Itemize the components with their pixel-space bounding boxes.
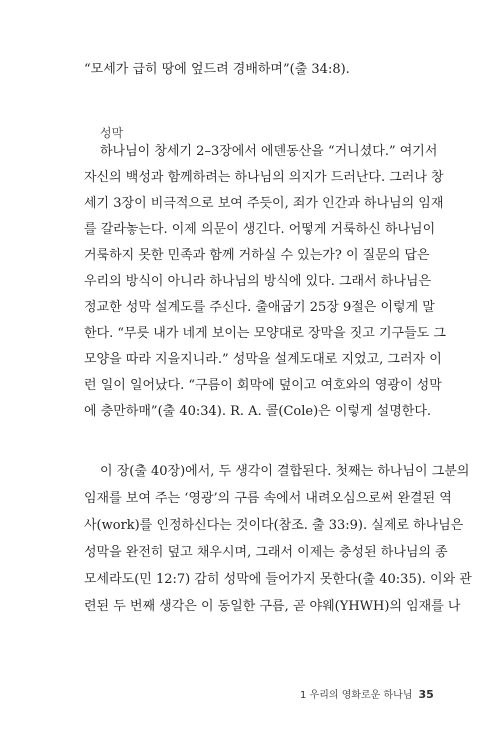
para1-line: 를 갈라놓는다. 이제 의문이 생긴다. 어떻게 거룩하신 하나님이	[84, 222, 436, 237]
page-number: 35	[418, 688, 434, 701]
section-heading: 성막	[100, 126, 124, 140]
quote-line: “모세가 급히 땅에 엎드려 경배하며”(출 34:8).	[84, 62, 350, 77]
para1-line: 런 일이 일어났다. “구름이 회막에 덮이고 여호와의 영광이 성막	[84, 378, 442, 393]
quote-paragraph-line: 사(work)를 인정하신다는 것이다(참조. 출 33:9). 실제로 하나님은	[84, 518, 464, 533]
para1-line: 정교한 성막 설계도를 주신다. 출애굽기 25장 9절은 이렇게 말	[84, 300, 435, 315]
quote-paragraph-line: 임재를 보여 주는 ‘영광’의 구름 속에서 내려오심으로써 완결된 역	[84, 491, 452, 506]
page-footer	[300, 686, 434, 701]
running-title: 1 우리의 영화로운 하나님	[300, 690, 413, 701]
quote-paragraph-line: 모세라도(민 12:7) 감히 성막에 들어가지 못한다(출 40:35). 이와 관	[84, 572, 472, 587]
para1-line: 에 충만하매”(출 40:34). R. A. 콜(Cole)은 이렇게 설명한다.	[84, 404, 432, 419]
quote-paragraph-line: 성막을 완전히 덮고 채우시며, 그래서 이제는 충성된 하나님의 종	[84, 545, 448, 560]
para1-line: 자신의 백성과 함께하려는 하나님의 의지가 드러난다. 그러나 창	[84, 170, 444, 185]
para1-line: 거룩하지 못한 민족과 함께 거하실 수 있는가? 이 질문의 답은	[84, 248, 430, 263]
para1-line: 모양을 따라 지을지니라.” 성막을 설계도대로 지었고, 그러자 이	[84, 352, 442, 367]
para1-line: 세기 3장이 비극적으로 보여 주듯이, 죄가 인간과 하나님의 임재	[84, 196, 444, 211]
para1-line: 하나님이 창세기 2–3장에서 에덴동산을 “거니셨다.” 여기서	[100, 144, 438, 159]
para1-line: 한다. “무릇 내가 네게 보이는 모양대로 장막을 짓고 기구들도 그	[84, 326, 446, 341]
para1-line: 우리의 방식이 아니라 하나님의 방식에 있다. 그래서 하나님은	[84, 274, 432, 289]
quote-paragraph-line: 련된 두 번째 생각은 이 동일한 구름, 곧 야웨(YHWH)의 임재를 나	[84, 599, 461, 614]
quote-paragraph-line: 이 장(출 40장)에서, 두 생각이 결합된다. 첫째는 하나님이 그분의	[100, 464, 470, 479]
